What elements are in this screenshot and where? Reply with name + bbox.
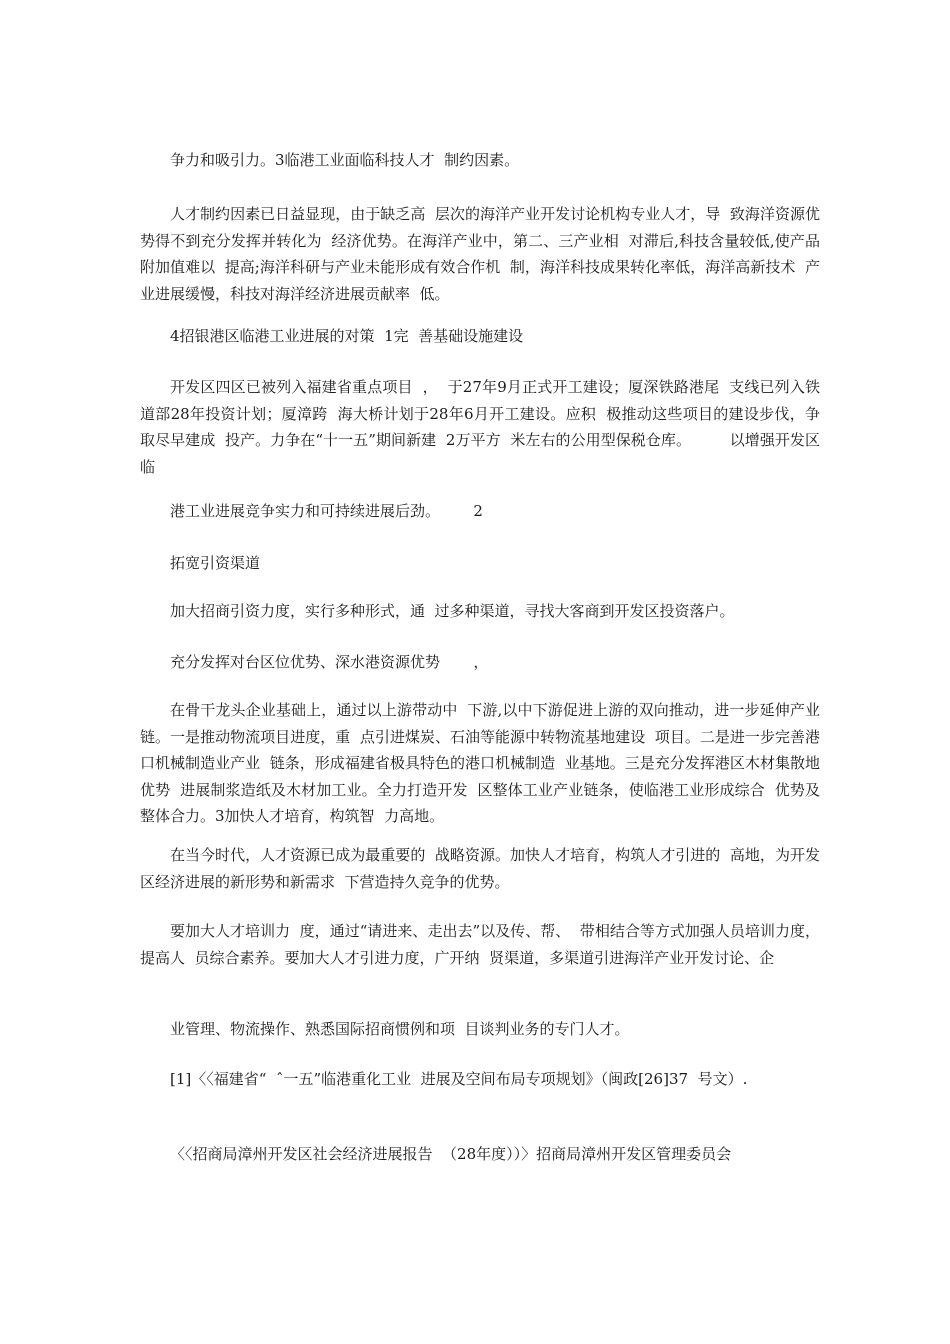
paragraph-9: 在骨干龙头企业基础上，通过以上游带动中 下游,以中下游促进上游的双向推动，进一步延伸产业链。一是推动物流项目进度，重 点引进煤炭、石油等能源中转物流基地建设 项目。二是进一步完善港口机械制造业产业 链条，形成福建省极具特色的港口机械制造 业基地。三是充分发挥港区木材集散地优势 进展制浆造纸及木材加工业。全力打造开发 区整体工业产业链条，使临港工业形成综合 优势及整体合力。3加快人才培育，构筑智 力高地。 xyxy=(140,701,820,825)
paragraph-8: 充分发挥对台区位优势、深水港资源优势 ， xyxy=(170,653,489,671)
paragraph-2: 人才制约因素已日益显现，由于缺乏高 层次的海洋产业开发讨论机构专业人才，导 致海洋资源优势得不到充分发挥并转化为 经济优势。在海洋产业中，第二、三产业相 对滞后,科技含量较低,使产品附加值难以 提高;海洋科研与产业未能形成有效合作机 制，海洋科技成果转化率低，海洋高新技术 产业进展缓慢，科技对海洋经济进展贡献率 低。 xyxy=(140,205,820,303)
paragraph-12: 业管理、物流操作、熟悉国际招商惯例和项 目谈判业务的专门人才。 xyxy=(170,1020,630,1038)
paragraph-4: 开发区四区已被列入福建省重点项目 ， 于27年9月正式开工建设；厦深铁路港尾 支线已列入铁道部28年投资计划；厦漳跨 海大桥计划于28年6月开工建设。应积 极推动这些项目的建设步伐，争取尽早建成 投产。力争在“十一五”期间新建 2万平方 米左右的公用型保税仓库。 以增强开发区临 xyxy=(140,378,820,476)
reference-1: [1]〈〈福建省“ ˆ一五”临港重化工业 进展及空间布局专项规划》（闽政[26]37 号文）. xyxy=(170,1070,748,1088)
paragraph-1: 争力和吸引力。3临港工业面临科技人才 制约因素。 xyxy=(170,151,520,169)
paragraph-3-heading: 4招银港区临港工业进展的对策 1完 善基础设施建设 xyxy=(170,327,524,345)
paragraph-7: 加大招商引资力度，实行多种形式，通 过多种渠道，寻找大客商到开发区投资落户。 xyxy=(170,602,735,620)
reference-2: 〈〈招商局漳州开发区社会经济进展报告 （28年度））〉招商局漳州开发区管理委员会 xyxy=(170,1145,732,1163)
paragraph-11: 要加大人才培训力 度，通过“请进来、走出去”以及传、帮、 带相结合等方式加强人员培训力度，提高人 员综合素养。要加大人才引进力度，广开纳 贤渠道，多渠道引进海洋产业开发讨论、企 xyxy=(140,922,820,967)
paragraph-5: 港工业进展竞争实力和可持续进展后劲。 2 xyxy=(170,502,483,520)
paragraph-6-heading: 拓宽引资渠道 xyxy=(170,554,261,572)
paragraph-10: 在当今时代，人才资源已成为最重要的 战略资源。加快人才培育，构筑人才引进的 高地，为开发区经济进展的新形势和新需求 下营造持久竞争的优势。 xyxy=(140,846,820,891)
